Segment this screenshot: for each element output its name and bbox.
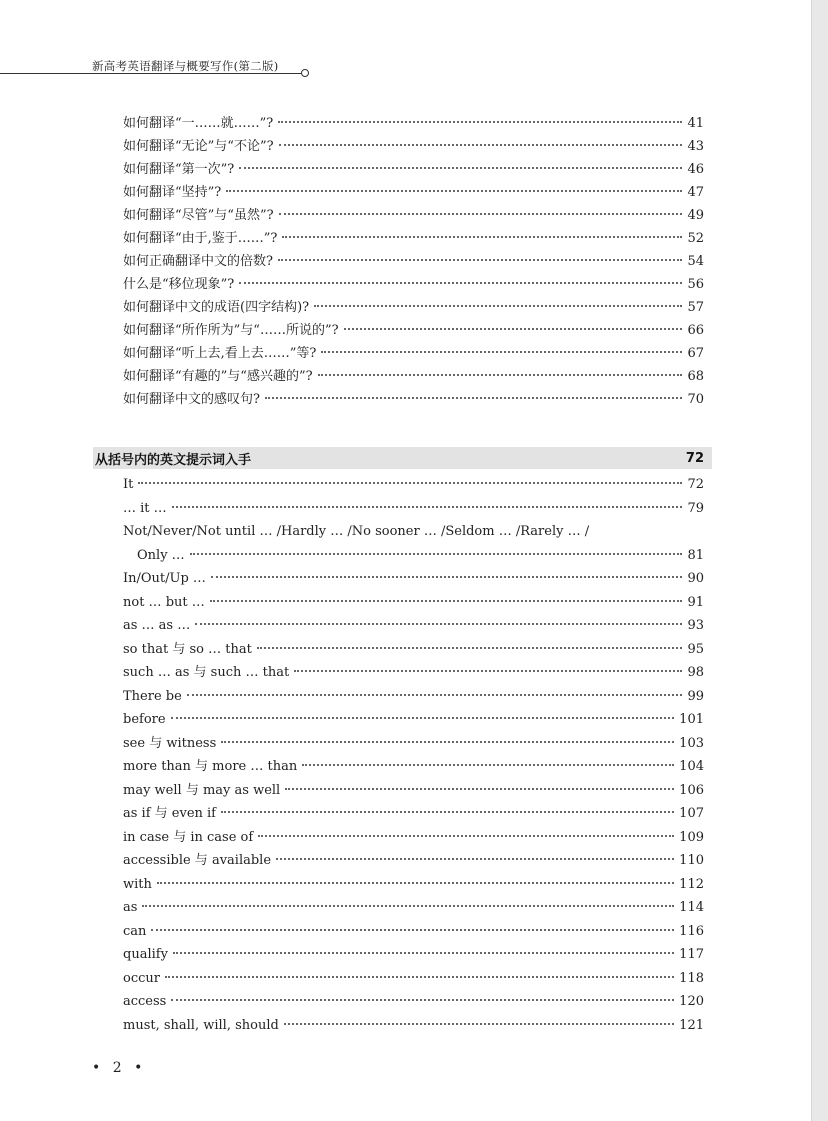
page-edge bbox=[811, 0, 828, 1121]
toc-entry-page: 41 bbox=[687, 116, 704, 131]
toc-entry[interactable] bbox=[123, 873, 704, 897]
toc-entry-page: 121 bbox=[679, 1017, 704, 1033]
toc-entry-label: with bbox=[123, 876, 152, 892]
toc-entry-page: 99 bbox=[687, 688, 704, 704]
toc-entry[interactable] bbox=[123, 342, 704, 365]
toc-entry-label: more than 与 more … than bbox=[123, 759, 298, 774]
toc-entry-label: as bbox=[123, 900, 138, 915]
toc-leader-dots bbox=[172, 506, 683, 508]
toc-leader-dots bbox=[239, 282, 682, 284]
toc-leader-dots bbox=[187, 694, 683, 696]
toc-entry-label: as … as … bbox=[123, 618, 191, 633]
toc-leader-dots bbox=[321, 351, 682, 353]
section-heading-bar bbox=[93, 447, 712, 469]
toc-leader-dots bbox=[190, 553, 683, 555]
toc-leader-dots bbox=[284, 1023, 674, 1025]
toc-entry-page: 120 bbox=[679, 994, 704, 1009]
toc-entry[interactable] bbox=[123, 732, 704, 756]
toc-entry[interactable] bbox=[123, 567, 704, 591]
toc-leader-dots bbox=[151, 929, 674, 931]
toc-leader-dots bbox=[258, 835, 674, 837]
section-heading-page: 72 bbox=[685, 450, 704, 466]
toc-section-1-list bbox=[123, 112, 704, 411]
toc-entry[interactable] bbox=[123, 990, 704, 1014]
toc-entry-label: as if 与 even if bbox=[123, 806, 216, 821]
page-number: • 2 • bbox=[92, 1060, 147, 1076]
toc-entry[interactable] bbox=[123, 638, 704, 662]
toc-leader-dots bbox=[278, 259, 682, 261]
toc-entry-label: 如何翻译“坚持”? bbox=[123, 185, 222, 200]
toc-entry[interactable] bbox=[123, 319, 704, 342]
toc-entry-page: 101 bbox=[679, 712, 704, 727]
toc-entry[interactable] bbox=[123, 896, 704, 920]
toc-entry-page: 117 bbox=[679, 947, 704, 962]
toc-entry-label: There be bbox=[123, 688, 182, 704]
toc-entry-label: 如何翻译“尽管”与“虽然”? bbox=[123, 208, 274, 223]
toc-leader-dots bbox=[226, 190, 682, 192]
toc-entry[interactable] bbox=[123, 802, 704, 826]
toc-entry[interactable] bbox=[123, 685, 704, 709]
toc-entry-page: 107 bbox=[679, 806, 704, 821]
toc-leader-dots bbox=[279, 213, 683, 215]
toc-entry[interactable] bbox=[123, 591, 704, 615]
toc-entry[interactable] bbox=[123, 708, 704, 732]
toc-leader-dots bbox=[173, 952, 674, 954]
toc-entry-label: 如何翻译“听上去,看上去……”等? bbox=[123, 346, 317, 361]
toc-entry-page: 112 bbox=[679, 876, 704, 892]
toc-entry-page: 79 bbox=[687, 500, 704, 516]
toc-leader-dots bbox=[318, 374, 683, 376]
toc-entry-label: 如何正确翻译中文的倍数? bbox=[123, 254, 273, 269]
toc-entry-page: 70 bbox=[687, 392, 704, 407]
toc-entry-label: occur bbox=[123, 970, 160, 986]
toc-entry-label: It bbox=[123, 477, 134, 492]
toc-entry-label: 如何翻译“所作所为”与“……所说的”? bbox=[123, 323, 339, 338]
toc-entry-page: 90 bbox=[687, 571, 704, 586]
toc-entry-label: such … as 与 such … that bbox=[123, 665, 290, 680]
toc-section-2-list bbox=[123, 473, 704, 1037]
toc-entry-page: 93 bbox=[687, 618, 704, 633]
header-rule bbox=[0, 73, 303, 74]
toc-leader-dots bbox=[171, 999, 674, 1001]
toc-entry-label: … it … bbox=[123, 500, 167, 516]
toc-entry[interactable] bbox=[123, 497, 704, 521]
toc-leader-dots bbox=[142, 905, 674, 907]
toc-entry[interactable] bbox=[123, 967, 704, 991]
toc-leader-dots bbox=[257, 647, 683, 649]
toc-entry[interactable] bbox=[123, 473, 704, 497]
toc-entry-label: 如何翻译“由于,鉴于……”? bbox=[123, 231, 278, 246]
toc-entry-page: 114 bbox=[679, 900, 704, 915]
toc-entry[interactable] bbox=[123, 365, 704, 388]
toc-leader-dots bbox=[138, 482, 682, 484]
toc-entry-label: 如何翻译“有趣的”与“感兴趣的”? bbox=[123, 369, 313, 384]
toc-leader-dots bbox=[171, 717, 675, 719]
toc-leader-dots bbox=[314, 305, 682, 307]
toc-leader-dots bbox=[265, 397, 682, 399]
toc-leader-dots bbox=[282, 236, 682, 238]
toc-entry-page: 104 bbox=[679, 759, 704, 774]
toc-entry-label: before bbox=[123, 712, 166, 727]
toc-entry[interactable] bbox=[123, 135, 704, 158]
header-rule-dot bbox=[301, 69, 309, 77]
toc-entry[interactable] bbox=[123, 779, 704, 803]
toc-entry[interactable] bbox=[123, 943, 704, 967]
toc-leader-dots bbox=[278, 121, 682, 123]
toc-entry[interactable] bbox=[123, 920, 704, 944]
toc-entry-page: 81 bbox=[687, 547, 704, 563]
toc-entry-page: 56 bbox=[687, 277, 704, 292]
toc-entry-label: in case 与 in case of bbox=[123, 829, 254, 845]
toc-entry-label: can bbox=[123, 923, 147, 939]
toc-leader-dots bbox=[344, 328, 683, 330]
toc-entry[interactable] bbox=[123, 227, 704, 250]
toc-entry-page: 106 bbox=[679, 782, 704, 798]
toc-entry-page: 47 bbox=[687, 185, 704, 200]
toc-entry-page: 67 bbox=[687, 346, 704, 361]
toc-entry[interactable] bbox=[123, 273, 704, 296]
toc-leader-dots bbox=[279, 144, 683, 146]
toc-entry[interactable] bbox=[123, 296, 704, 319]
toc-entry-page: 116 bbox=[679, 923, 704, 939]
toc-entry[interactable] bbox=[123, 158, 704, 181]
toc-entry-page: 91 bbox=[687, 594, 704, 610]
toc-entry-page: 118 bbox=[679, 970, 704, 986]
toc-entry-label: must, shall, will, should bbox=[123, 1017, 279, 1033]
toc-entry-page: 95 bbox=[687, 641, 704, 657]
toc-entry[interactable] bbox=[123, 661, 704, 685]
toc-entry-page: 72 bbox=[687, 477, 704, 492]
toc-leader-dots bbox=[211, 576, 683, 578]
toc-leader-dots bbox=[294, 670, 682, 672]
toc-entry[interactable] bbox=[123, 755, 704, 779]
toc-leader-dots bbox=[221, 811, 674, 813]
toc-entry[interactable] bbox=[123, 614, 704, 638]
toc-leader-dots bbox=[239, 167, 682, 169]
toc-entry[interactable] bbox=[123, 544, 704, 568]
toc-entry[interactable] bbox=[123, 1014, 704, 1038]
toc-entry[interactable] bbox=[123, 520, 704, 544]
toc-leader-dots bbox=[302, 764, 674, 766]
toc-entry-page: 54 bbox=[687, 254, 704, 269]
toc-entry-page: 103 bbox=[679, 735, 704, 751]
toc-leader-dots bbox=[276, 858, 674, 860]
toc-leader-dots bbox=[221, 741, 674, 743]
toc-entry-label: 如何翻译“第一次”? bbox=[123, 162, 235, 177]
toc-entry-label: 什么是“移位现象”? bbox=[123, 277, 235, 292]
toc-entry-label: Not/Never/Not until … /Hardly … /No sooner … /Seldom … /Rarely … / bbox=[123, 524, 590, 539]
toc-entry[interactable] bbox=[123, 826, 704, 850]
toc-entry-page: 52 bbox=[687, 231, 704, 246]
toc-entry-page: 98 bbox=[687, 665, 704, 680]
toc-entry-label: Only … bbox=[137, 547, 185, 563]
toc-entry-label: see 与 witness bbox=[123, 735, 217, 751]
toc-entry-label: 如何翻译中文的感叹句? bbox=[123, 392, 260, 407]
toc-entry[interactable] bbox=[123, 250, 704, 273]
toc-entry-label: 如何翻译“一……就……”? bbox=[123, 116, 274, 131]
toc-entry-label: may well 与 may as well bbox=[123, 782, 281, 798]
toc-leader-dots bbox=[165, 976, 674, 978]
toc-entry-label: 如何翻译中文的成语(四字结构)? bbox=[123, 300, 310, 315]
toc-leader-dots bbox=[210, 600, 683, 602]
section-heading-title: 从括号内的英文提示词入手 bbox=[95, 452, 252, 468]
toc-entry-label: In/Out/Up … bbox=[123, 571, 206, 586]
toc-entry-label: 如何翻译“无论”与“不论”? bbox=[123, 139, 274, 154]
toc-entry-page: 57 bbox=[687, 300, 704, 315]
toc-entry-page: 66 bbox=[687, 323, 704, 338]
toc-entry-label: so that 与 so … that bbox=[123, 641, 252, 657]
toc-entry-page: 109 bbox=[679, 829, 704, 845]
toc-entry-page: 46 bbox=[687, 162, 704, 177]
toc-entry[interactable] bbox=[123, 204, 704, 227]
toc-entry[interactable] bbox=[123, 181, 704, 204]
toc-leader-dots bbox=[157, 882, 674, 884]
toc-leader-dots bbox=[285, 788, 674, 790]
toc-entry-label: qualify bbox=[123, 947, 168, 962]
toc-entry-label: not … but … bbox=[123, 594, 205, 610]
toc-entry-page: 68 bbox=[687, 369, 704, 384]
toc-entry-label: access bbox=[123, 994, 167, 1009]
toc-leader-dots bbox=[195, 623, 682, 625]
toc-entry[interactable] bbox=[123, 849, 704, 873]
toc-entry-page: 49 bbox=[687, 208, 704, 223]
toc-entry[interactable] bbox=[123, 388, 704, 411]
toc-entry-page: 43 bbox=[687, 139, 704, 154]
toc-entry-label: accessible 与 available bbox=[123, 853, 272, 868]
running-head: 新高考英语翻译与概要写作(第二版) bbox=[92, 59, 279, 73]
toc-entry[interactable] bbox=[123, 112, 704, 135]
toc-entry-page: 110 bbox=[679, 853, 704, 868]
